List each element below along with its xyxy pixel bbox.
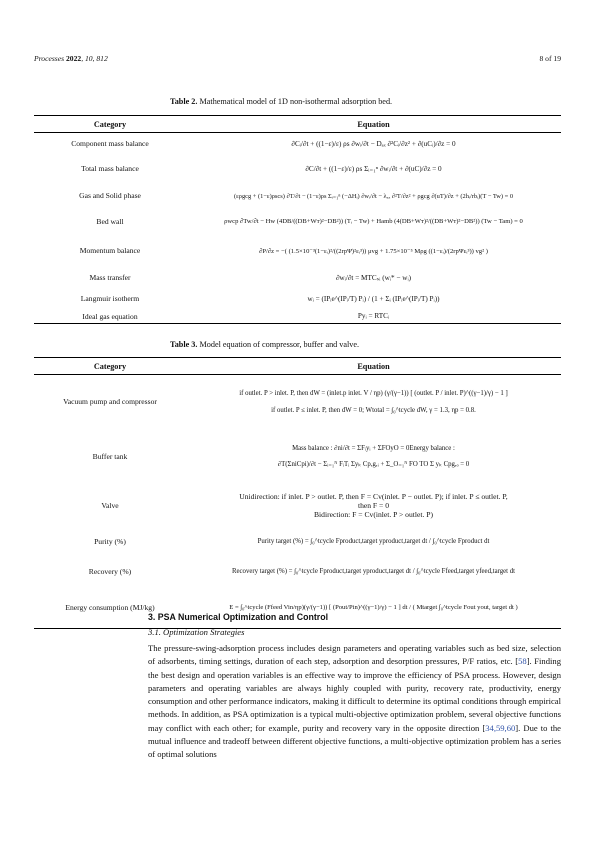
table2-category: Momentum balance — [79, 246, 141, 255]
table-row — [34, 375, 561, 429]
table-row — [34, 234, 561, 268]
table3-equation — [186, 557, 561, 587]
table2-equation: ∂C/∂t + ((1−ε)/ε) ρs Σᵢ₌₁ⁿ ∂wᵢ/∂t + ∂(uC)/∂z = 0 — [305, 164, 442, 173]
table2-equation: ∂wᵢ/∂t = MTCₛᵢ (wᵢ* − wᵢ) — [335, 274, 412, 282]
table-row — [34, 527, 561, 557]
table3-header-row — [34, 358, 561, 375]
table3-category: Recovery (%) — [88, 567, 132, 576]
table2-caption-text: Mathematical model of 1D non-isothermal adsorption bed. — [199, 97, 393, 106]
table-row — [34, 429, 561, 485]
table3-category: Valve — [101, 501, 119, 510]
table-3 — [34, 357, 561, 629]
table3-category: Energy consumption (MJ/kg) — [34, 587, 186, 629]
journal-citation — [34, 54, 108, 63]
table2-equation: (ερgcg + (1−ε)ρscs) ∂T/∂t − (1−ε)ρs Σᵢ₌₁ⁿ (−ΔHᵢ) ∂wᵢ/∂t − λₐₓ ∂²T/∂z² + ρgcg ∂(uT)/∂z + (2hᵢ/rbᵢ)(T − Tw) = 0 — [233, 192, 514, 200]
table2-category: Total mass balance — [81, 163, 139, 173]
table2-equation: wᵢ = (IPᵢe^(IPᵢ/T) Pᵢ) / (1 + Σᵢ (IPᵢe^(IPᵢ/T) Pᵢ)) — [307, 294, 440, 303]
table-row — [34, 268, 561, 288]
equation-line: Mass balance : ∂ni/∂t = ΣFᵢyᵢ + ΣFOyO = 0Energy balance : — [292, 445, 455, 452]
equation-line: Recovery target (%) = ∫₀^tcycle Fproduct,target yproduct,target dt / ∫₀^tcycle Ffeed,target yfeed,target dt — [231, 568, 516, 575]
equation-line: if outlet. P > inlet. P, then dW = (inlet.p inlet. V / ηp) (γ/(γ−1)) [ (outlet. P / inlet. P)^((γ−1)/γ) − 1 ] — [239, 389, 508, 397]
page-number: 8 of 19 — [539, 54, 561, 63]
table3-equation — [186, 429, 561, 485]
equation-line: Purity target (%) = ∫₀^tcycle Fproduct,target yproduct,target dt / ∫₀^tcycle Fproduct dt — [257, 538, 490, 545]
table2-col-equation: Equation — [186, 116, 561, 133]
table-row — [34, 155, 561, 182]
table3-col-equation: Equation — [186, 358, 561, 375]
paragraph-text: ]. Due to the mutual influence and tradeoff between different objective functions, a multi-objective optimization problem has a series of optimal solutions — [148, 722, 561, 760]
table2-category: Component mass balance — [71, 139, 149, 149]
citation-link[interactable]: 34,59,60 — [485, 722, 516, 733]
journal-name: Processes — [34, 54, 65, 63]
equation-line: then F = 0 — [357, 501, 390, 510]
body-paragraph — [148, 642, 561, 762]
table3-category: Buffer tank — [92, 452, 128, 461]
table2-category: Bed wall — [96, 217, 124, 226]
table-row — [34, 133, 561, 155]
table3-equation — [186, 527, 561, 557]
table3-caption-text: Model equation of compressor, buffer and valve. — [199, 340, 360, 349]
equation-line: ∂T(ΣniCpi)/∂t − Σᵢ₌₁ᴺ FᵢTᵢ Σyₖ Cp,g,ᵢ + Σ_O₌₁ᴺ FO TO Σ yₖ Cpg,ₒ = 0 — [277, 461, 470, 468]
journal-volume: , 10, 812 — [81, 54, 108, 63]
citation-link[interactable]: 58 — [518, 656, 527, 667]
table3-equation — [186, 485, 561, 527]
subsection-heading: 3.1. Optimization Strategies — [148, 627, 245, 637]
table2-equation: ∂Cᵢ/∂t + ((1−ε)/ε) ρs ∂wᵢ/∂t − Dₐₓ ∂²Cᵢ/∂z² + ∂(uCᵢ)/∂z = 0 — [291, 139, 456, 148]
table2-header-row — [34, 116, 561, 133]
section-heading: 3. PSA Numerical Optimization and Control — [148, 612, 329, 622]
table2-equation: ρwcp ∂Tw/∂t − Hw (4DB/((DB+Wᴛ)²−DB²)) (Tᵢ − Tw) + Hamb (4(DB+Wᴛ)²/((DB+Wᴛ)²−DB²)) (Tw − Tam) = 0 — [224, 218, 523, 225]
table2-label: Table 2. — [170, 97, 198, 106]
table-2 — [34, 115, 561, 324]
table2-col-category: Category — [34, 116, 186, 133]
table2-category: Mass transfer — [89, 273, 131, 282]
table2-category: Gas and Solid phase — [79, 191, 141, 200]
table-row — [34, 310, 561, 324]
table3-col-category: Category — [34, 358, 186, 375]
equation-line: Unidirection: if inlet. P > outlet. P, then F = Cv(inlet. P − outlet. P); if inlet. P ≤ outlet. P, — [239, 492, 508, 501]
table2-equation: ∂P/∂z = −( (1.5×10⁻³(1−εᵢ)²/((2rpΨ)²εᵢ³)) μvg + 1.75×10⁻⁵ Mρg ((1−εᵢ)/(2rpΨεᵢ³)) vg² ) — [259, 247, 488, 255]
table3-category: Purity (%) — [94, 537, 126, 546]
table2-caption — [170, 97, 392, 106]
equation-line: Bidirection: F = Cv(inlet. P > outlet. P) — [313, 510, 434, 519]
paragraph-text: The pressure-swing-adsorption process includes design parameters and operating variables such as bed size, selection of adsorbents, timing settings, duration of each step, adsorption and desorption pressures, P/F ratios, etc. [ — [148, 643, 561, 667]
table3-caption — [170, 340, 359, 349]
equation-line: if outlet. P ≤ inlet. P, then dW = 0; Wtotal = ∫₀^tcycle dW, γ = 1.3, ηp = 0.8. — [271, 406, 476, 414]
table-row — [34, 288, 561, 310]
table-row — [34, 210, 561, 234]
equation-line: E = ∫₀^tcycle (Ffeed Vin/ηp)(γ/(γ−1)) [ (Pout/Pin)^((γ−1)/γ) − 1 ] dt / ( Mtarget ∫₀^tcycle Fout yout, target dt ) — [229, 603, 518, 611]
table2-category: Langmuir isotherm — [80, 294, 140, 303]
table-row — [34, 485, 561, 527]
table2-category: Ideal gas equation — [34, 310, 186, 324]
table3-equation — [186, 375, 561, 429]
journal-year: 2022 — [66, 54, 82, 63]
table3-equation — [186, 587, 561, 629]
table-row — [34, 182, 561, 210]
table2-equation: Pyᵢ = RTCᵢ — [186, 310, 561, 324]
paragraph-text: ]. Finding the best design and operation variables is an effective way to improve the efficiency of PSA process. However, design parameters and operating variables are always highly coupled with purity, recovery rate, productivity, energy consumption and other performance indicators, making it difficult to determine its optimal conditions through empirical methods. In addition, as PSA optimization is a typical multi-objective optimization problem, several objective functions may conflict with each other; for example, purity and recovery vary in the opposite direction [ — [148, 656, 561, 733]
table3-category: Vacuum pump and compressor — [63, 397, 157, 407]
table-row — [34, 557, 561, 587]
table-row — [34, 587, 561, 629]
table3-label: Table 3. — [170, 340, 198, 349]
